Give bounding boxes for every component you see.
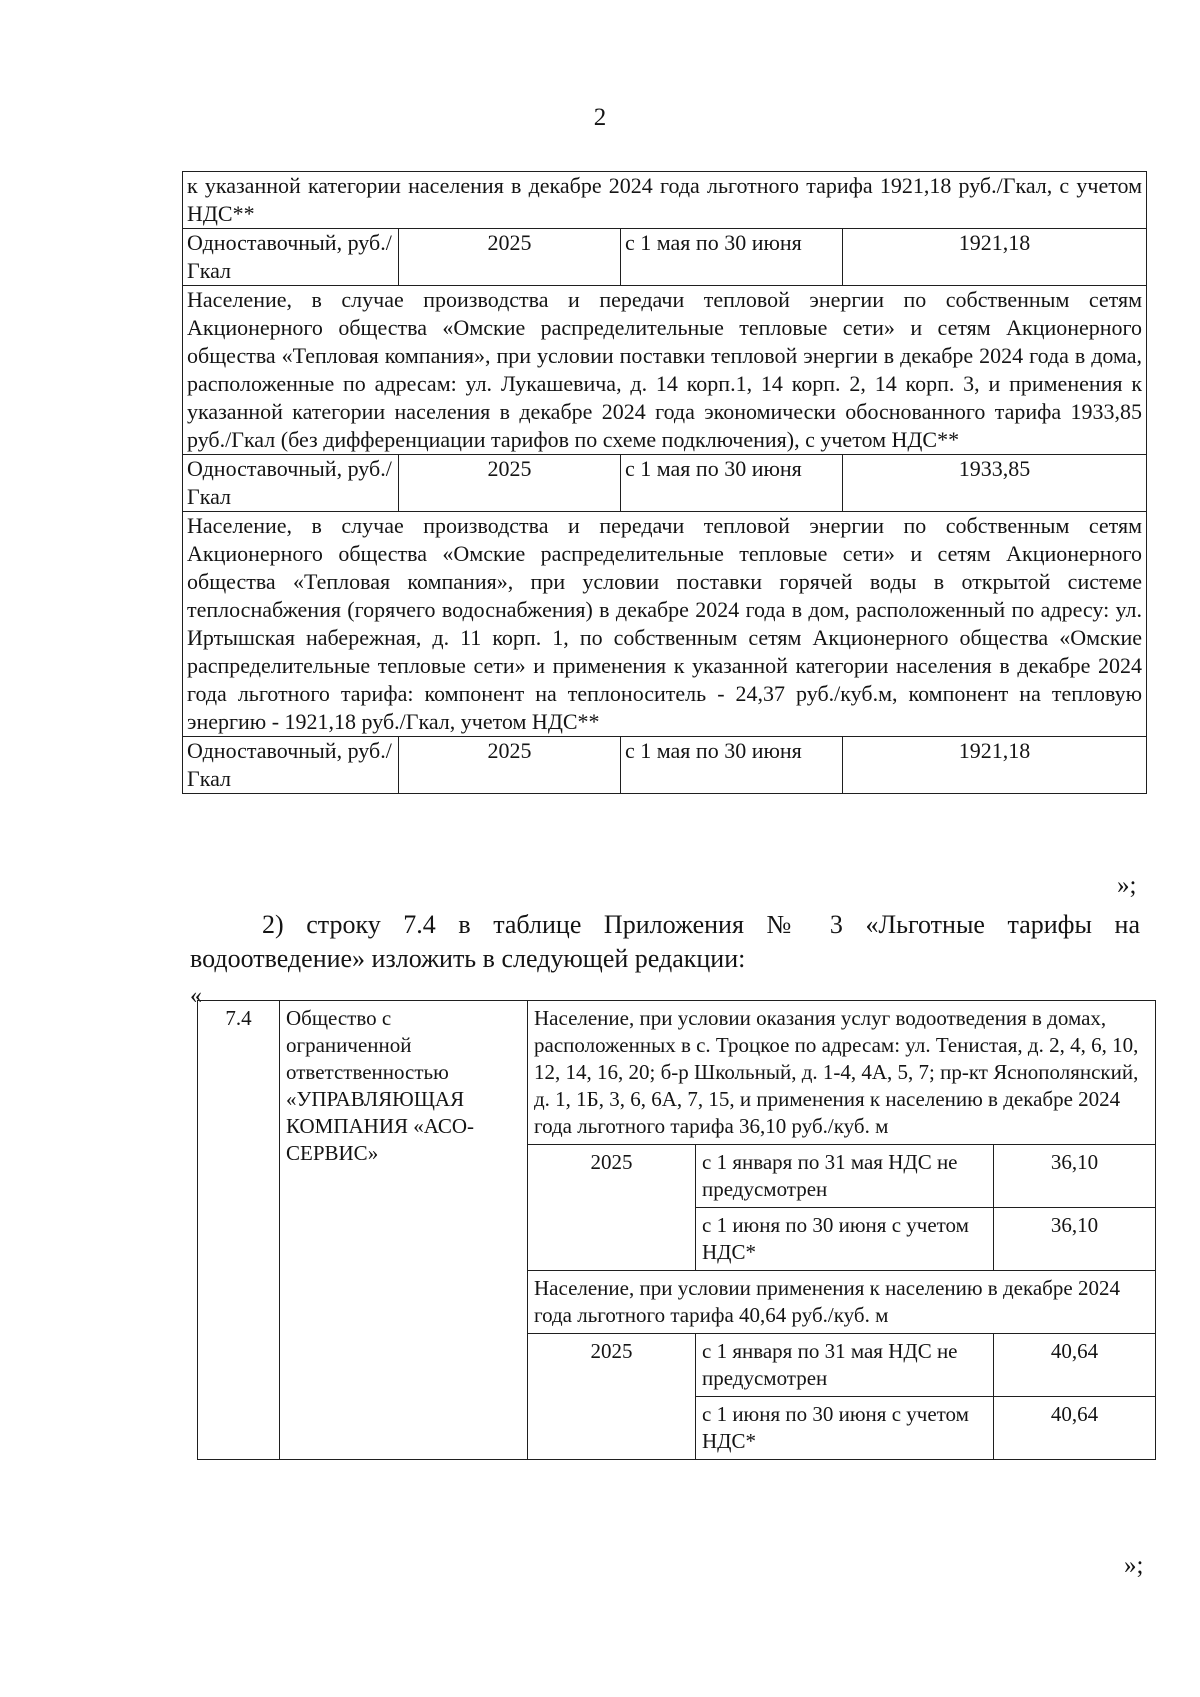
tariff-value-cell: 40,64 [994,1334,1156,1397]
category-description: Население, в случае производства и передачи тепловой энергии по собственным сетям Акционерного общества «Омские распределительные тепловые сети» и сетям Акционерного общества «Тепловая компания», при условии поставки горячей воды в открытой системе теплоснабжения (горячего водоснабжения) в декабре 2024 года в дом, расположенный по адресу: ул. Иртышская набережная, д. 11 корп. 1, по собственным сетям Акционерного общества «Омские распределительные тепловые сети» и применения к указанной категории населения в декабре 2024 года льготного тарифа: компонент на теплоноситель - 24,37 руб./куб.м, компонент на тепловую энергию - 1921,18 руб./Гкал, учетом НДС** [183,512,1147,737]
tariff-value-cell: 1933,85 [843,455,1147,512]
organization-cell: Общество с ограниченной ответственностью «УПРАВЛЯЮЩАЯ КОМПАНИЯ «АСО-СЕРВИС» [280,1001,528,1460]
tariff-value-cell: 36,10 [994,1208,1156,1271]
year-cell: 2025 [528,1145,696,1271]
period-cell: с 1 июня по 30 июня с учетом НДС* [696,1208,994,1271]
amendment-instruction: 2) строку 7.4 в таблице Приложения № 3 «Льготные тарифы на водоотведение» изложить в следующей редакции: [190,910,1140,973]
year-cell: 2025 [399,229,621,286]
period-cell: с 1 мая по 30 июня [621,229,843,286]
table-row [183,286,1147,455]
tariff-value-cell: 40,64 [994,1397,1156,1460]
opening-quote: « [190,983,202,1009]
tariff-type-cell: Одноставочный, руб./Гкал [183,229,399,286]
period-cell: с 1 января по 31 мая НДС не предусмотрен [696,1334,994,1397]
category-description: Население, при условии применения к населению в декабре 2024 года льготного тарифа 40,64 руб./куб. м [528,1271,1156,1334]
table-row [183,512,1147,737]
table-row [183,737,1147,794]
closing-quote: »; [1124,1552,1144,1579]
period-cell: с 1 мая по 30 июня [621,737,843,794]
period-cell: с 1 июня по 30 июня с учетом НДС* [696,1397,994,1460]
tariff-value-cell: 1921,18 [843,229,1147,286]
period-cell: с 1 января по 31 мая НДС не предусмотрен [696,1145,994,1208]
heat-tariff-table [182,171,1147,794]
tariff-type-cell: Одноставочный, руб./Гкал [183,737,399,794]
year-cell: 2025 [528,1334,696,1460]
table-row [198,1001,1156,1145]
table-row [183,229,1147,286]
category-description: Население, в случае производства и передачи тепловой энергии по собственным сетям Акционерного общества «Омские распределительные тепловые сети» и сетям Акционерного общества «Тепловая компания», при условии поставки тепловой энергии в декабре 2024 года в дома, расположенные по адресам: ул. Лукашевича, д. 14 корп.1, 14 корп. 2, 14 корп. 3, и применения к указанной категории населения в декабре 2024 года экономически обоснованного тарифа 1933,85 руб./Гкал (без дифференциации тарифов по схеме подключения), с учетом НДС** [183,286,1147,455]
table-row [183,455,1147,512]
row-number-cell: 7.4 [198,1001,280,1460]
wastewater-tariff-table [197,1000,1156,1460]
category-description: Население, при условии оказания услуг водоотведения в домах, расположенных в с. Троцкое по адресам: ул. Тенистая, д. 2, 4, 6, 10, 12, 14, 16, 20; б-р Школьный, д. 1-4, 4А, 5, 7; пр-кт Яснополянский, д. 1, 1Б, 3, 6, 6А, 7, 15, и применения к населению в декабре 2024 года льготного тарифа 36,10 руб./куб. м [528,1001,1156,1145]
tariff-value-cell: 36,10 [994,1145,1156,1208]
table-row [183,172,1147,229]
page-number: 2 [593,104,607,131]
period-cell: с 1 мая по 30 июня [621,455,843,512]
year-cell: 2025 [399,455,621,512]
category-description: к указанной категории населения в декабре 2024 года льготного тарифа 1921,18 руб./Гкал, с учетом НДС** [183,172,1147,229]
tariff-type-cell: Одноставочный, руб./Гкал [183,455,399,512]
year-cell: 2025 [399,737,621,794]
tariff-value-cell: 1921,18 [843,737,1147,794]
closing-quote: »; [1117,872,1137,899]
